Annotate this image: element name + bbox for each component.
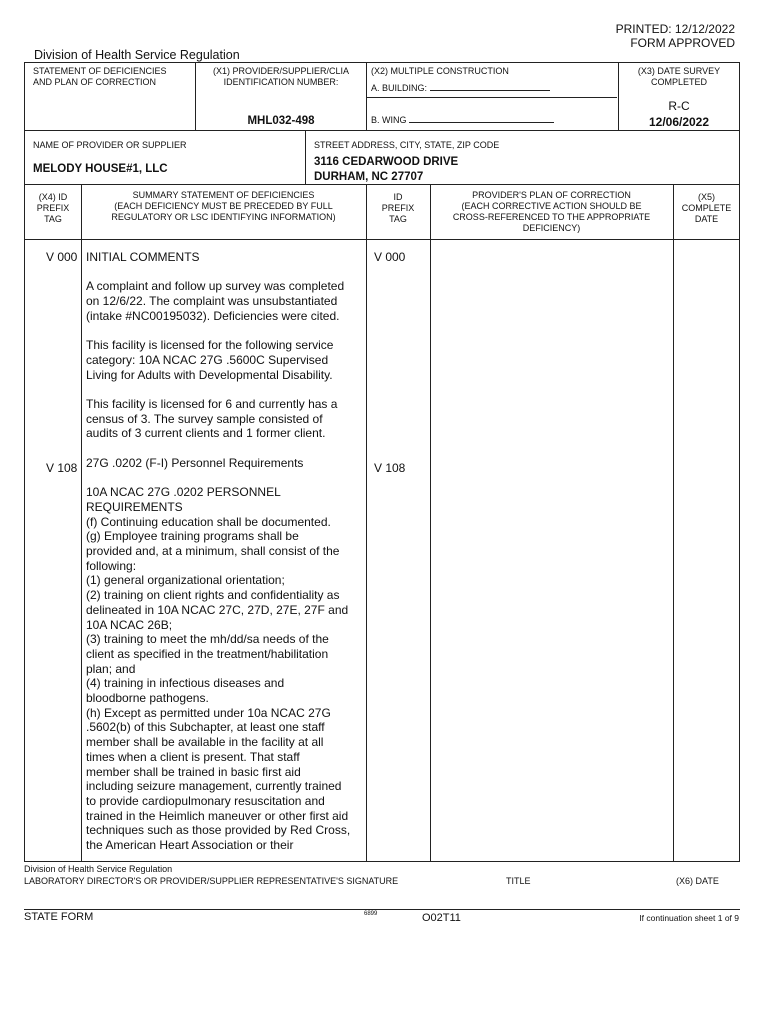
form-number: 6899 <box>364 911 378 917</box>
personnel-rule-text: 10A NCAC 27G .0202 PERSONNEL REQUIREMENTS (f) Continuing education shall be documented. (g) Employee training programs shall be provided and, at a minimum, shall consist of the following: (1) general organizational orientation; (2) training on client rights and confidentiality as delineated in 10A NCAC 27C, 27D, 27E, 27F and 10A NCAC 26B; (3) training to meet the mh/dd/sa needs of the client as specified in the treatment/habilitation plan; and (4) training in infectious diseases and bloodborne pathogens. (h) Except as permitted under 10a NCAC 27G .5602(b) of this Subchapter, at least one staff member shall be available in the facility at all times when a client is present. That staff member shall be trained in basic first aid including seizure management, currently trained to provide cardiopulmonary resuscitation and trained in the Heimlich maneuver or other first aid techniques such as those provided by Red Cross, the American Heart Association or their <box>86 485 351 853</box>
rule-col-1 <box>81 184 82 862</box>
statement-label: STATEMENT OF DEFICIENCIES AND PLAN OF CORRECTION <box>33 66 167 87</box>
col-x5-header: (X5) COMPLETE DATE <box>681 192 732 224</box>
tag-v108-left: V 108 <box>46 461 78 475</box>
survey-code: R-C <box>668 99 690 113</box>
provider-address: 3116 CEDARWOOD DRIVE DURHAM, NC 27707 <box>314 156 459 183</box>
rule-building-wing <box>366 97 617 98</box>
event-code: O02T11 <box>422 912 461 924</box>
title-label: TITLE <box>506 876 531 886</box>
provider-name: MELODY HOUSE#1, LLC <box>33 163 168 175</box>
x3-label: (X3) DATE SURVEY COMPLETED <box>637 66 721 87</box>
initial-comments-heading: INITIAL COMMENTS <box>86 250 200 264</box>
division-title: Division of Health Service Regulation <box>34 48 240 62</box>
col-plan-header: PROVIDER'S PLAN OF CORRECTION (EACH CORRECTIVE ACTION SHOULD BE CROSS-REFERENCED TO THE APPROPRIATE DEFICIENCY) <box>452 190 651 233</box>
printed-header <box>616 22 735 50</box>
rule-columns <box>25 239 739 240</box>
building-field: A. BUILDING: <box>371 83 550 94</box>
rule-top-box <box>25 130 739 131</box>
tag-v000-left: V 000 <box>46 250 78 264</box>
license-paragraph-2: This facility is licensed for 6 and currently has a census of 3. The survey sample consisted of audits of 3 current clients and 1 former client. <box>86 396 338 441</box>
provider-id-number: MHL032-498 <box>247 115 315 127</box>
col-summary-header: SUMMARY STATEMENT OF DEFICIENCIES (EACH DEFICIENCY MUST BE PRECEDED BY FULL REGULATORY OR LSC IDENTIFYING INFORMATION) <box>111 190 336 222</box>
personnel-requirements-heading: 27G .0202 (F-I) Personnel Requirements <box>86 455 304 470</box>
license-paragraph-1: This facility is licensed for the following service category: 10A NCAC 27G .5600C Supervised Living for Adults with Developmental Disability. <box>86 338 334 382</box>
state-form-label: STATE FORM <box>24 911 94 923</box>
x6-date-label: (X6) DATE <box>676 876 719 886</box>
rule-col-3 <box>430 184 431 862</box>
footer-rule <box>24 909 740 910</box>
wing-blank <box>409 122 554 123</box>
form-approved: FORM APPROVED <box>630 36 735 50</box>
rule-col-4 <box>673 184 674 862</box>
wing-field: B. WING <box>371 115 554 126</box>
summary-body <box>86 250 366 853</box>
tag-v000-right: V 000 <box>374 250 406 264</box>
building-blank <box>430 90 550 91</box>
col-id-header: ID PREFIX TAG <box>381 192 415 224</box>
rule-v-provider <box>305 130 306 184</box>
col-x4-header: (X4) ID PREFIX TAG <box>36 192 70 224</box>
complaint-paragraph: A complaint and follow up survey was completed on 12/6/22. The complaint was unsubstantiated (intake #NC00195032). Deficiencies were cited. <box>86 279 345 323</box>
signature-label: LABORATORY DIRECTOR'S OR PROVIDER/SUPPLIER REPRESENTATIVE'S SIGNATURE <box>24 876 399 886</box>
continuation-sheet: If continuation sheet 1 of 9 <box>639 913 739 923</box>
address-label: STREET ADDRESS, CITY, STATE, ZIP CODE <box>314 140 500 150</box>
rule-col-2 <box>366 184 367 862</box>
footer-division: Division of Health Service Regulation <box>24 864 173 874</box>
survey-date: 12/06/2022 <box>648 115 710 129</box>
tag-v108-right: V 108 <box>374 461 406 475</box>
x1-label: (X1) PROVIDER/SUPPLIER/CLIA IDENTIFICATION NUMBER: <box>212 66 350 87</box>
provider-name-label: NAME OF PROVIDER OR SUPPLIER <box>33 140 187 150</box>
x2-label: (X2) MULTIPLE CONSTRUCTION <box>371 66 509 76</box>
printed-date: PRINTED: 12/12/2022 <box>615 22 735 36</box>
